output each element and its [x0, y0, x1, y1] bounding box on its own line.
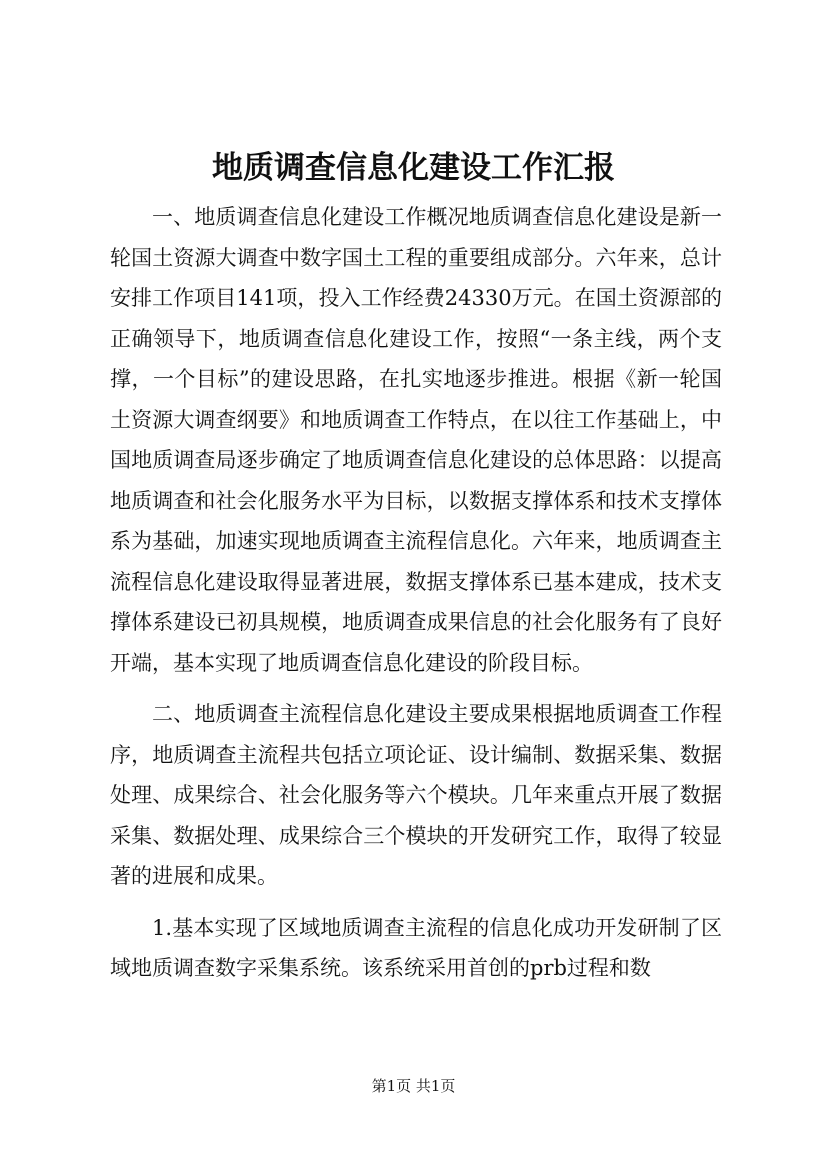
paragraph-main-results: 二、地质调查主流程信息化建设主要成果根据地质调查工作程序，地质调查主流程共包括立项论证、设计编制、数据采集、数据处理、成果综合、社会化服务等六个模块。几年来重点开展了数据采集、数据处理、成果综合三个模块的开发研究工作，取得了较显著的进展和成果。 [110, 702, 722, 888]
document-body [110, 197, 722, 1000]
page-footer: 第1页 共1页 [371, 1077, 456, 1095]
paragraph-regional-survey: 1.基本实现了区域地质调查主流程的信息化成功开发研制了区域地质调查数字采集系统。该系统采用首创的prb过程和数 [110, 915, 722, 980]
paragraph-overview: 一、地质调查信息化建设工作概况地质调查信息化建设是新一轮国土资源大调查中数字国土工程的重要组成部分。六年来，总计安排工作项目141项，投入工作经费24330万元。在国土资源部的正确领导下，地质调查信息化建设工作，按照“一条主线，两个支撑，一个目标”的建设思路，在扎实地逐步推进。根据《新一轮国土资源大调查纲要》和地质调查工作特点，在以往工作基础上，中国地质调查局逐步确定了地质调查信息化建设的总体思路：以提高地质调查和社会化服务水平为目标，以数据支撑体系和技术支撑体系为基础，加速实现地质调查主流程信息化。六年来，地质调查主流程信息化建设取得显著进展，数据支撑体系已基本建成，技术支撑体系建设已初具规模，地质调查成果信息的社会化服务有了良好开端，基本实现了地质调查信息化建设的阶段目标。 [110, 205, 722, 675]
document-title: 地质调查信息化建设工作汇报 [212, 150, 615, 186]
